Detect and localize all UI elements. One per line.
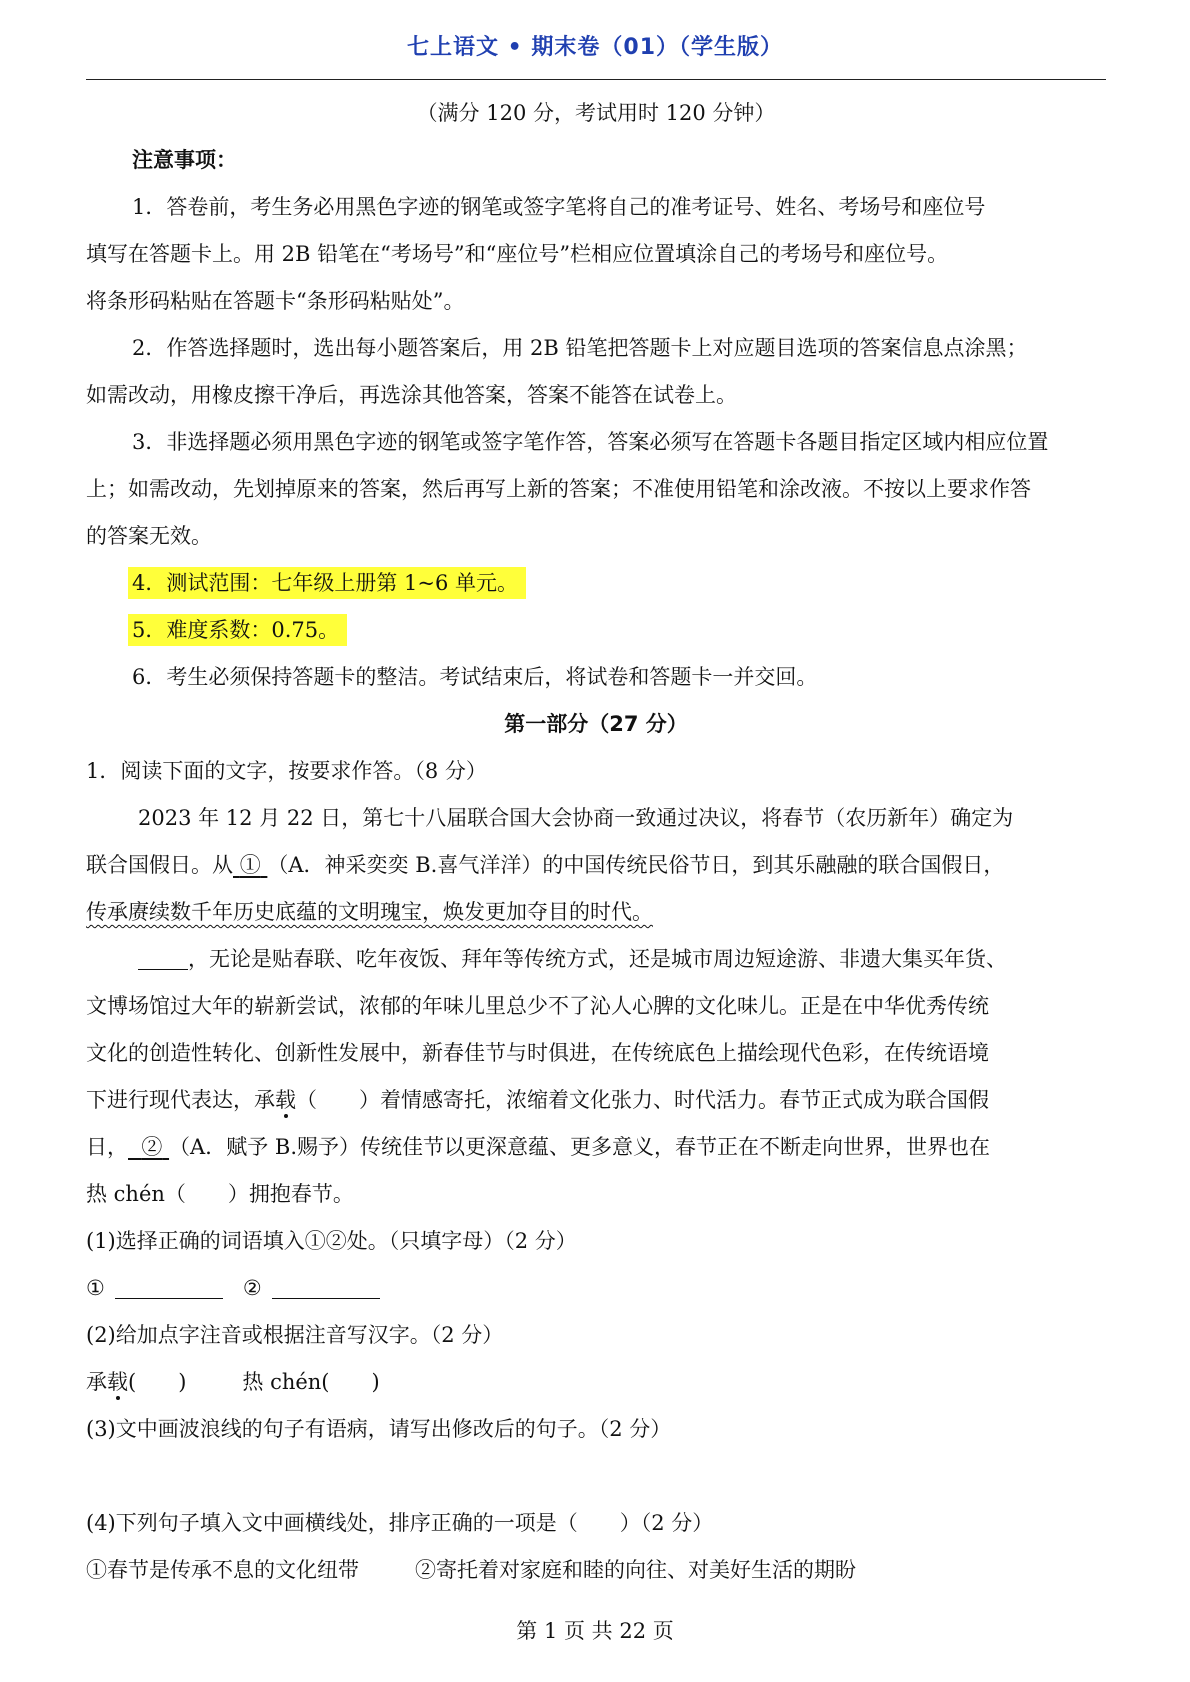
sub-question-4: (4)下列句子填入文中画横线处，排序正确的一项是（ ）（2 分） [86,1511,714,1535]
part1-title: 第一部分（27 分） [504,712,688,736]
option-2: ②寄托着对家庭和睦的向往、对美好生活的期盼 [415,1558,856,1582]
passage-text: 联合国假日。从 [86,853,233,877]
blank-mark-2 [128,1135,169,1159]
answer-text: 承 [86,1370,107,1394]
sub-question-4-options [86,1547,1106,1594]
passage-p2-line-5 [86,1124,1106,1171]
passage-text: ，无论是贴春联、吃年夜饭、拜年等传统方式，还是城市周边短途游、非遗大集买年货、 [188,947,1007,971]
sub-question-3: (3)文中画波浪线的句子有语病，请写出修改后的句子。（2 分） [86,1417,672,1441]
page-footer: 第 1 页 共 22 页 [516,1619,674,1643]
note-item-3-line-1: 3．非选择题必须用黑色字迹的钢笔或签字笔作答，答案必须写在答题卡各题目指定区域内相应位置 [132,430,1049,454]
dotted-char: 载 [107,1370,128,1394]
note-item-3-line-2: 上；如需改动，先划掉原来的答案，然后再写上新的答案；不准使用铅笔和涂改液。不按以上要求作答 [86,477,1031,501]
note-item-3-line-3: 的答案无效。 [86,524,212,548]
passage-text: （ ）着情感寄托，浓缩着文化张力、时代活力。春节正式成为联合国假 [296,1088,989,1112]
passage-p2-line-1 [86,936,1106,983]
blank-mark-1-label: ① [239,853,261,877]
passage-p1-line-2 [86,842,1106,889]
page-content [86,90,1106,1594]
note-item-4 [86,560,1106,607]
note-item-6: 6．考生必须保持答题卡的整洁。考试结束后，将试卷和答题卡一并交回。 [132,665,818,689]
answer-label-1: ① [86,1276,105,1300]
blank-mark-2-label: ② [141,1135,163,1159]
passage-p2-line-4 [86,1077,1106,1124]
answer-paren: ( ) [128,1370,187,1394]
note-item-1-line-3: 将条形码粘贴在答题卡“条形码粘贴处”。 [86,289,465,313]
header-rule [86,79,1106,80]
dotted-char: 载 [275,1088,296,1112]
passage-p1-line-1: 2023 年 12 月 22 日，第七十八届联合国大会协商一致通过决议，将春节（农历新年）确定为 [138,806,1014,830]
wavy-underlined-sentence: 传承赓续数千年历史底蕴的文明瑰宝，焕发更加夺目的时代。 [86,900,653,924]
question-1-stem: 1．阅读下面的文字，按要求作答。（8 分） [86,759,487,783]
passage-p2-line-2: 文博场馆过大年的崭新尝试，浓郁的年味儿里总少不了沁人心脾的文化味儿。正是在中华优秀传统 [86,994,989,1018]
passage-text: 下进行现代表达，承 [86,1088,275,1112]
passage-text: （A．神采奕奕 B.喜气洋洋）的中国传统民俗节日，到其乐融融的联合国假日， [267,853,1005,877]
answer-text: 热 chén( ) [242,1370,380,1394]
header-title: 七上语文 • 期末卷（01）（学生版） [407,35,783,60]
passage-p2-line-3: 文化的创造性转化、创新性发展中，新春佳节与时俱进，在传统底色上描绘现代色彩，在传统语境 [86,1041,989,1065]
answer-blank-1[interactable] [115,1276,223,1299]
sub-question-2-answers [86,1359,1106,1406]
blank-mark-1 [233,853,267,877]
passage-p1-line-3 [86,889,1106,936]
note-item-1-line-2: 填写在答题卡上。用 2B 铅笔在“考场号”和“座位号”栏相应位置填涂自己的考场号和座位号。 [86,242,949,266]
sub-question-1: (1)选择正确的词语填入①②处。（只填字母）（2 分） [86,1229,577,1253]
answer-space [86,1453,1106,1500]
highlight-test-scope: 4．测试范围：七年级上册第 1~6 单元。 [128,567,526,599]
option-1: ①春节是传承不息的文化纽带 [86,1558,359,1582]
note-item-1-line-1: 1．答卷前，考生务必用黑色字迹的钢笔或签字笔将自己的准考证号、姓名、考场号和座位号 [132,195,986,219]
exam-info: （满分 120 分，考试用时 120 分钟） [416,101,776,125]
fill-blank-line [138,947,188,970]
passage-p2-line-6: 热 chén（ ）拥抱春节。 [86,1182,354,1206]
note-item-2-line-2: 如需改动，用橡皮擦干净后，再选涂其他答案，答案不能答在试卷上。 [86,383,737,407]
highlight-difficulty: 5．难度系数：0.75。 [128,614,347,646]
note-item-5 [86,607,1106,654]
passage-text: 日， [86,1135,128,1159]
sub-question-1-answers [86,1265,1106,1312]
note-item-2-line-1: 2．作答选择题时，选出每小题答案后，用 2B 铅笔把答题卡上对应题目选项的答案信息点涂黑； [132,336,1028,360]
answer-blank-2[interactable] [272,1276,380,1299]
sub-question-2: (2)给加点字注音或根据注音写汉字。（2 分） [86,1323,504,1347]
notes-heading: 注意事项： [132,148,237,172]
passage-text: （A．赋予 B.赐予）传统佳节以更深意蕴、更多意义，春节正在不断走向世界，世界也在 [169,1135,990,1159]
answer-label-2: ② [242,1276,262,1300]
